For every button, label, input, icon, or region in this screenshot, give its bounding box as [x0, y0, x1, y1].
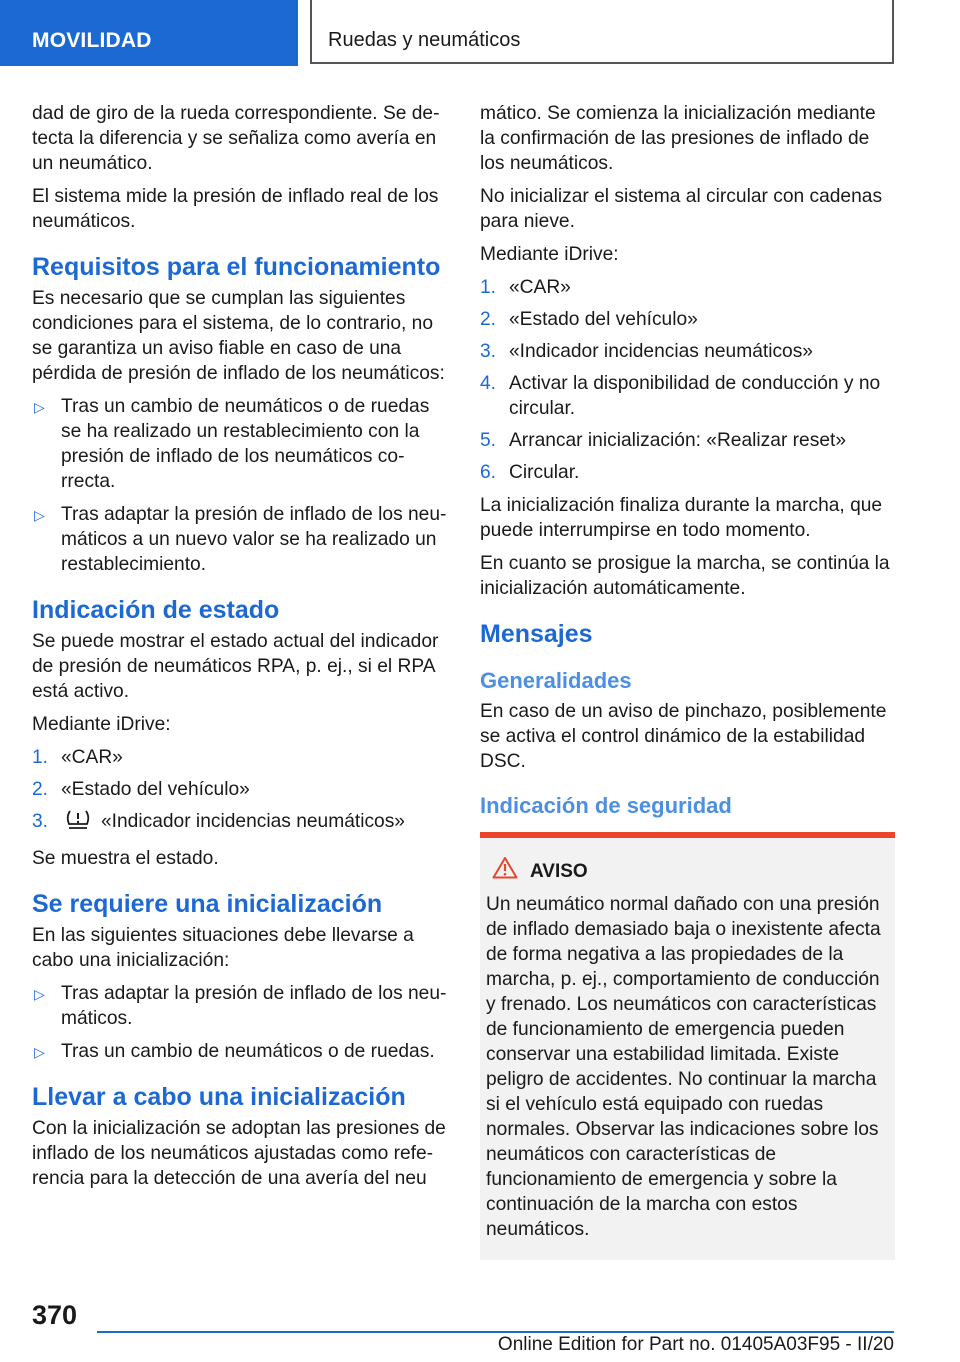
paragraph: Es necesario que se cumplan las siguientes condiciones para el sistema, de lo contrario, no se garantiza un aviso fiable en caso de una pérdida de presión de inflado de los neumáticos:	[32, 288, 445, 384]
paragraph: Mediante iDrive:	[32, 714, 171, 735]
step-item	[480, 339, 895, 364]
init-steps	[480, 275, 895, 485]
paragraph: En las siguientes situaciones debe llevarse a cabo una inicialización:	[32, 925, 414, 971]
warning-text: Un neumático normal dañado con una presión de inflado demasiado baja o inexistente afecta de forma negativa a las propiedades de la marcha, p. ej., comportamiento de conducción y frenado. Los neumáticos con características de funcionamiento de emergencia pueden conservar una estabilidad limitada. Existe peligro de accidentes. No continuar la marcha si el vehículo está equipado con ruedas normales. Observar las indicaciones sobre los neumáticos con características de funcionamiento de emergencia y sobre la continuación de la marcha con estos neumáticos.	[486, 894, 881, 1240]
step-text: Arrancar inicialización: «Realizar reset»	[509, 430, 846, 451]
step-text: «CAR»	[509, 277, 571, 298]
paragraph: El sistema mide la presión de inflado real de los neumáticos.	[32, 186, 439, 232]
warning-header	[486, 856, 887, 886]
heading-requisitos: Requisitos para el funcionamiento	[32, 253, 441, 281]
paragraph: En caso de un aviso de pinchazo, posiblemente se activa el control dinámico de la estabilidad DSC.	[480, 701, 887, 772]
list-item	[32, 394, 447, 494]
step-text: «Estado del vehículo»	[61, 779, 250, 800]
list-item	[32, 1039, 447, 1064]
list-item-text: Tras un cambio de neumáticos o de ruedas.	[61, 1041, 435, 1062]
init-situations-list	[32, 981, 447, 1064]
requirements-list	[32, 394, 447, 577]
chapter-tab	[310, 0, 894, 64]
paragraph: mático. Se comienza la inicialización mediante la confirmación de las presiones de inflado de los neumáticos.	[480, 103, 876, 174]
heading-do-init: Llevar a cabo una inicialización	[32, 1083, 406, 1111]
step-text: «Indicador incidencias neumáticos»	[101, 811, 405, 832]
paragraph: La inicialización finaliza durante la marcha, que puede interrumpirse en todo momento.	[480, 495, 883, 541]
list-item	[32, 981, 447, 1031]
tire-pressure-warning-icon	[65, 809, 91, 838]
list-item-text: Tras adaptar la presión de inflado de los neumáticos.	[61, 983, 447, 1029]
list-item	[32, 502, 447, 577]
triangle-bullet-icon: ▷	[34, 399, 45, 415]
triangle-bullet-icon: ▷	[34, 1044, 45, 1060]
paragraph: Se puede mostrar el estado actual del indicador de presión de neumáticos RPA, p. ej., si el RPA está activo.	[32, 631, 439, 702]
step-item	[32, 777, 447, 802]
paragraph: Mediante iDrive:	[480, 244, 619, 265]
step-text: Circular.	[509, 462, 580, 483]
step-item	[480, 371, 895, 421]
right-column	[480, 101, 895, 1260]
warning-title: AVISO	[530, 860, 588, 882]
step-number: 1.	[32, 747, 49, 768]
step-item	[480, 307, 895, 332]
step-text: «Estado del vehículo»	[509, 309, 698, 330]
footer-divider	[97, 1331, 894, 1333]
warning-box	[480, 832, 895, 1260]
step-number: 2.	[480, 309, 497, 330]
heading-generalidades: Generalidades	[480, 668, 632, 693]
step-text: «CAR»	[61, 747, 123, 768]
section-title: MOVILIDAD	[32, 29, 152, 52]
left-column	[32, 101, 447, 1199]
step-number: 5.	[480, 430, 497, 451]
step-item	[32, 745, 447, 770]
step-number: 6.	[480, 462, 497, 483]
step-number: 3.	[32, 811, 49, 832]
chapter-title: Ruedas y neumáticos	[328, 29, 521, 51]
footer-edition: Online Edition for Part no. 01405A03F95 - II/20	[497, 1334, 894, 1355]
section-tab	[0, 0, 298, 66]
paragraph: Con la inicialización se adoptan las presiones de inflado de los neumáticos ajustadas como referencia para la detección de una avería del neu	[32, 1118, 446, 1189]
heading-init-required: Se requiere una inicialización	[32, 890, 383, 918]
step-text: Activar la disponibilidad de conducción y no circular.	[509, 373, 881, 419]
page-number: 370	[32, 1300, 78, 1330]
heading-indicacion-estado: Indicación de estado	[32, 596, 280, 624]
step-item	[480, 460, 895, 485]
paragraph: En cuanto se prosigue la marcha, se continúa la inicialización automáticamente.	[480, 553, 890, 599]
step-item	[480, 275, 895, 300]
paragraph: dad de giro de la rueda correspondiente. Se detecta la diferencia y se señaliza como avería en un neumático.	[32, 103, 440, 174]
heading-mensajes: Mensajes	[480, 620, 593, 648]
heading-safety: Indicación de seguridad	[480, 793, 732, 818]
paragraph: Se muestra el estado.	[32, 848, 219, 869]
page-header	[0, 0, 960, 66]
paragraph: No inicializar el sistema al circular con cadenas para nieve.	[480, 186, 883, 232]
status-steps	[32, 745, 447, 838]
list-item-text: Tras un cambio de neumáticos o de ruedas se ha realizado un restablecimiento con la presión de inflado de los neumáticos correcta.	[61, 396, 430, 492]
step-text: «Indicador incidencias neumáticos»	[509, 341, 813, 362]
step-number: 2.	[32, 779, 49, 800]
step-item	[32, 809, 447, 838]
step-number: 3.	[480, 341, 497, 362]
step-number: 1.	[480, 277, 497, 298]
step-number: 4.	[480, 373, 497, 394]
triangle-bullet-icon: ▷	[34, 507, 45, 523]
triangle-bullet-icon: ▷	[34, 986, 45, 1002]
list-item-text: Tras adaptar la presión de inflado de los neumáticos a un nuevo valor se ha realizado un restablecimiento.	[61, 504, 447, 575]
warning-triangle-icon	[492, 856, 518, 886]
step-item	[480, 428, 895, 453]
